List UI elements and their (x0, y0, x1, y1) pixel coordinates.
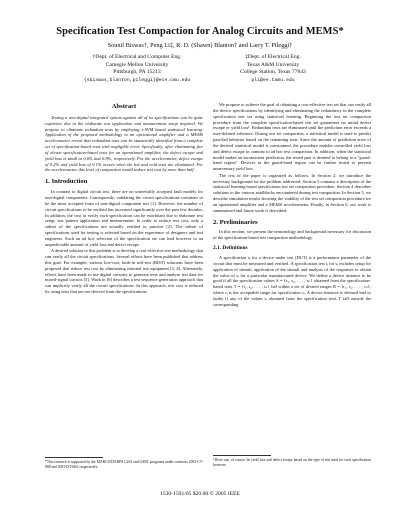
abstract-text: Testing a non-digital integrated system against all of its specifications can be quite expensive due to the elaborate test application and measurement setup required. We propose to eliminate redundant tests by employing ε-SVM based statistical learning. Application of the proposed methodology to an operational amplifier and a MEMS accelerometer reveal that redundant tests can be statistically identified from a complete set of specification-based tests with negligible error. Specifically, after eliminating five of eleven specification-based tests for an operational amplifier, the defect escape and yield loss is small at 0.6% and 0.9%, respectively. For the accelerometer, defect escape of 0.2% and yield loss of 0.1% occurs when the hot and cold tests are eliminated. For the accelerometer, this level of compaction would reduce test cost by more than half. (45, 114, 203, 173)
left-column (45, 104, 203, 296)
definitions-paragraph: A specification sᵢ for a device under test (DUT) is a performance parameter of the circuit that must be measured and verified. A specification test tᵢ for sᵢ includes setup for application of stimuli, application of the stimuli and analysis of the responses to obtain the value of sᵢ for a particular manufactured device. We define a device instance to be good if all the specification values S = {s₁, s₂, . . . , sₙ} obtained from the specification-based tests T = {t₁, t₂, . . . , tₙ} fall within a set of desired ranges R = {r₁, r₂, . . . , rₙ}, where rᵢ is the acceptable range for specification sᵢ. A device instance is deemed bad or faulty if any of the values sᵢ obtained from the specification tests T fall outside the corresponding (213, 255, 371, 307)
affiliation-dept: ‡Dept. of Electrical Eng. (245, 54, 301, 60)
intro-paragraph-2: A desired solution to this problem is to develop a cost-effective test methodology that can verify all the circuit specifications. Several efforts have been published that address this goal. For example, various low-cost, built-in self-test (BIST) solutions have been proposed that reduce test cost by eliminating external test equipment [3, 4]. Alternately, efforts have been made to use digital circuitry to generate tests and analyze test data for mixed-signal circuits [5]. Work in [6] describes a test sequence generation approach that can implicitly verify all the circuit specifications. In this approach, test cost is reduced by using tests that are not derived from the specifications. (45, 248, 203, 295)
affiliation-univ: Texas A&M University (246, 61, 300, 68)
subsection-heading-definitions: 2.1. Definitions (213, 245, 248, 252)
body-paragraph-2: The rest of the paper is organized as follows: In Section 2, we introduce the necessary background for the problem addressed. Section 3 contains a description of the statistical learning based specification test set compaction procedure. Section 4 describes solutions to the various roadblocks encountered during test compaction. In Section 5, we describe simulation results showing the viability of the test set compaction procedure for an operational amplifier and a MEMS accelerometer. Finally, in Section 6, our work is summarized and future work is described. (213, 172, 371, 213)
footnote-rule-right (213, 455, 271, 456)
affiliation-dept: †Dept. of Electrical and Computer Eng. (92, 54, 182, 60)
affiliation-city: College Station, Texas 77843 (240, 69, 306, 76)
footnote-left: *This research is supported by the MARCO/DARPA C2S2 and GSRC programs under contracts 2003-CT-888 and 2003-DT-660, respectively. (45, 460, 203, 469)
paper-title: Specification Test Compaction for Analog Circuits and MEMS* (56, 26, 344, 37)
section-heading-preliminaries: 2. Preliminaries (213, 218, 258, 226)
body-paragraph-1: We propose to achieve the goal of obtaining a cost-effective test set that can verify all the device specifications by identifying and eliminating the redundancy in the complete specification test set using statistical learning. Beginning the test set compaction procedure from the complete specification-based test set guarantees no initial defect escape or yield loss¹. Redundant tests are eliminated until the prediction error exceeds a user-defined tolerance. During test set compaction, a statistical model is used to predict pass/fail behavior based on the remaining tests. Since the amount of prediction error of the derived statistical model is constrained, the procedure enables controlled yield loss and defect escape in contrast to ad hoc test compaction. In addition, when the statistical model makes an inconsistent prediction, the tested part is deemed to belong to a "guard-band region". Devices in the guard-band region can be further tested to prevent unnecessary yield loss. (213, 102, 371, 172)
affiliation-univ: Carnegie Mellon University (105, 61, 169, 68)
copyright-footer: 1530-1591/05 $20.00 © 2005 IEEE (160, 491, 240, 497)
footnote-rule-left (45, 457, 103, 458)
affiliation-city: Pittsburgh, PA 15213 (113, 69, 161, 76)
right-column (213, 102, 371, 308)
affiliation-email: pli@ee.tamu.edu (251, 77, 295, 83)
intro-paragraph-1: In contrast to digital circuit test, there are no universally accepted fault models for non-digital components. Consequently, validating the circuit specifications continues to be the most accepted form of non-digital component test [1]. However, the number of circuit specifications to be verified has increased significantly over the past few decades. In addition, the cost to verify each specification can be exorbitant due to elaborate test setup, test pattern application and measurement. In order to reduce test cost, only a subset of the specifications are actually verified in practice [2]. The subset of specifications used for testing is selected based on the experience of designers and test engineers. Such an ad hoc selection of the specification set can lead however to an unpredictable amount of yield loss and defect escape. (45, 189, 203, 247)
affiliation-email: {sbiswas,blanton,pileggi}@ece.cmu.edu (83, 77, 191, 83)
author-list: Sounil Biswas†, Peng Li‡, R. D. (Shawn) Blanton† and Larry T. Pileggi† (107, 42, 293, 49)
affiliation-right (198, 54, 348, 84)
footnote-right: ¹There can, of course, be yield loss and defect escape based on the type of test used for each specification however. (213, 458, 371, 467)
section-heading-introduction: 1. Introduction (45, 178, 88, 186)
preliminaries-paragraph: In this section, we present the terminology and background necessary for discussion of the specification-based test compaction methodology. (213, 229, 371, 241)
abstract-heading: Abstract (111, 103, 137, 110)
affiliation-left (52, 54, 222, 84)
